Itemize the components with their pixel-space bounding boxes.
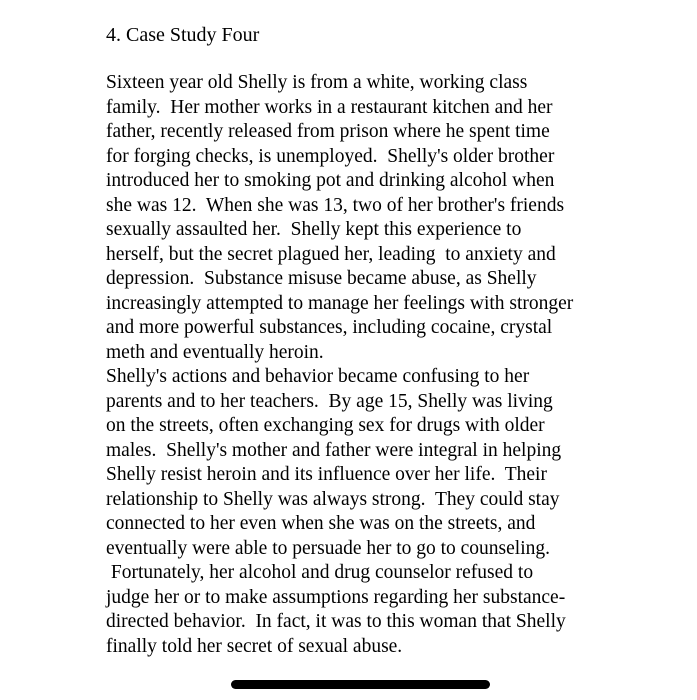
body-line: sexually assaulted her. Shelly kept this experience to bbox=[106, 219, 522, 240]
case-study-heading: 4. Case Study Four bbox=[106, 24, 260, 46]
body-line: introduced her to smoking pot and drinking alcohol when bbox=[106, 170, 555, 191]
body-line: judge her or to make assumptions regarding her substance- bbox=[106, 586, 566, 608]
case-study-body bbox=[106, 71, 686, 659]
body-line: finally told her secret of sexual abuse. bbox=[106, 635, 403, 657]
body-line: Shelly resist heroin and its influence over her life. Their bbox=[106, 464, 547, 485]
body-line: father, recently released from prison where he spent time bbox=[106, 121, 550, 142]
body-line: males. Shelly's mother and father were integral in helping bbox=[106, 439, 562, 461]
body-line: parents and to her teachers. By age 15, Shelly was living bbox=[106, 390, 553, 412]
body-line: herself, but the secret plagued her, leading to anxiety and bbox=[106, 243, 556, 265]
body-line: increasingly attempted to manage her feelings with stronger bbox=[106, 292, 574, 314]
body-line: meth and eventually heroin. bbox=[106, 341, 324, 363]
body-line: directed behavior. In fact, it was to this woman that Shelly bbox=[106, 611, 566, 632]
body-line: Fortunately, her alcohol and drug counselor refused to bbox=[106, 562, 534, 583]
body-line: for forging checks, is unemployed. Shelly's older brother bbox=[106, 145, 555, 167]
body-line: connected to her even when she was on the streets, and bbox=[106, 513, 536, 534]
body-line: family. Her mother works in a restaurant kitchen and her bbox=[106, 96, 553, 118]
body-line: and more powerful substances, including cocaine, crystal bbox=[106, 317, 553, 338]
body-line: relationship to Shelly was always strong. They could stay bbox=[106, 488, 560, 510]
body-line: depression. Substance misuse became abuse, as Shelly bbox=[106, 268, 537, 289]
body-line: she was 12. When she was 13, two of her brother's friends bbox=[106, 194, 565, 216]
body-line: Shelly's actions and behavior became confusing to her bbox=[106, 366, 530, 387]
home-indicator-bar[interactable] bbox=[231, 680, 490, 689]
body-line: eventually were able to persuade her to go to counseling. bbox=[106, 537, 551, 559]
body-line: Sixteen year old Shelly is from a white, working class bbox=[106, 72, 528, 93]
body-line: on the streets, often exchanging sex for drugs with older bbox=[106, 415, 545, 436]
